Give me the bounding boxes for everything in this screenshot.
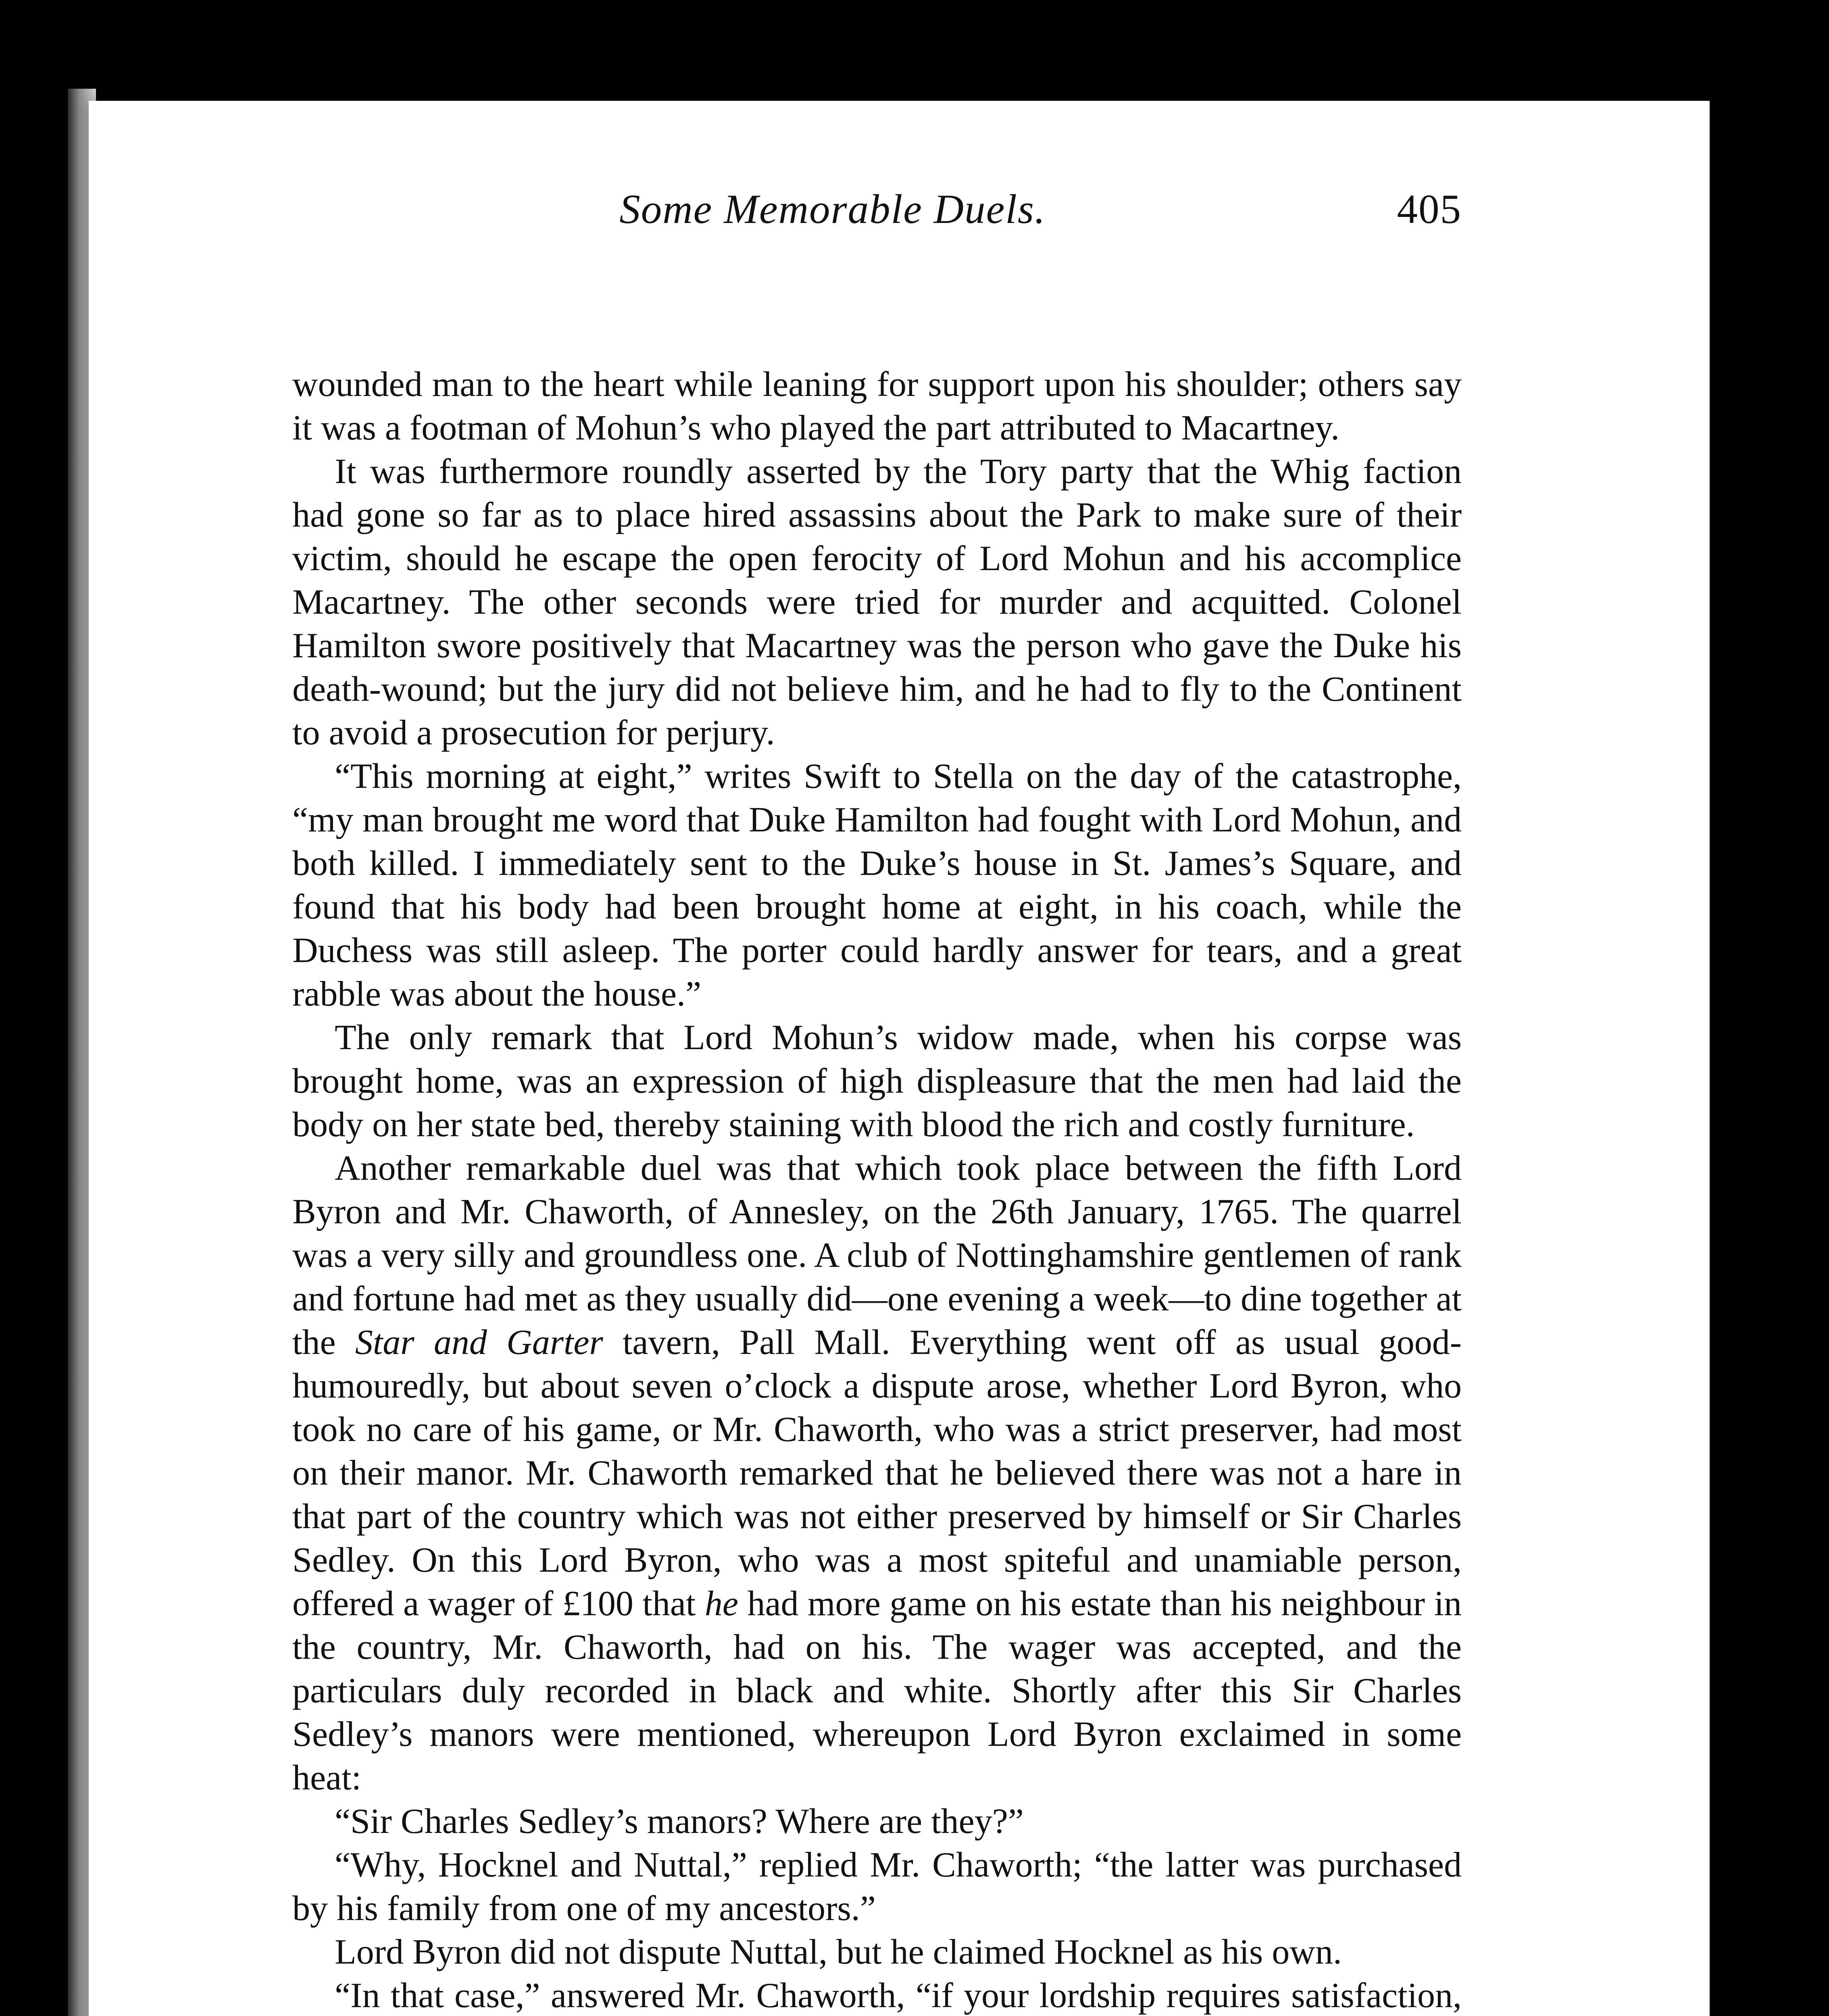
paragraph: The only remark that Lord Mohun’s widow made, when his corpse was brought home, was an expression of high displeasure that the men had laid the body on her state bed, thereby staining with blood the rich and costly furniture. xyxy=(292,1018,1462,1144)
paragraph: Lord Byron did not dispute Nuttal, but he claimed Hocknel as his own. xyxy=(335,1933,1342,1972)
paragraph xyxy=(292,1147,1462,1800)
paragraph: wounded man to the heart while leaning for support upon his shoulder; others say it was a footman of Mohun’s who played the part attributed to Macartney. xyxy=(292,365,1462,448)
running-title: Some Memorable Duels. xyxy=(619,186,1046,232)
italic-tavern-name: Star and Garter xyxy=(355,1323,603,1362)
page-header xyxy=(204,185,1462,250)
italic-emphasis: he xyxy=(704,1584,738,1623)
text-run: Another remarkable duel was that which took place between the fifth Lord Byron and Mr. Chaworth, of Annesley, on the 26th January, 1765. The quarrel was a very silly and groundless one. A club of Nottinghamshire gentlemen of rank and fortune had met as they usually did—one evening a week—to dine together at the xyxy=(292,1149,1462,1362)
paragraph: It was furthermore roundly asserted by the Tory party that the Whig faction had gone so far as to place hired assassins about the Park to make sure of their victim, should he escape the open ferocity of Lord Mohun and his accomplice Macartney. The other seconds were tried for murder and acquitted. Colonel Hamilton swore positively that Macartney was the person who gave the Duke his death-wound; but the jury did not believe him, and he had to fly to the Continent to avoid a prosecution for perjury. xyxy=(292,452,1462,752)
page-number: 405 xyxy=(1397,186,1462,232)
text-run: tavern, Pall Mall. Everything went off as usual good-humouredly, but about seven o’clock a dispute arose, whether Lord Byron, who took no care of his game, or Mr. Chaworth, who was a strict preserver, had most on their manor. Mr. Chaworth remarked that he believed there was not a hare in that part of the country which was not either preserved by himself or Sir Charles Sedley. On this Lord Byron, who was a most spiteful and unamiable person, offered a wager of £100 that xyxy=(292,1323,1462,1623)
text-run: had more game on his estate than his neighbour in the country, Mr. Chaworth, had on his. The wager was accepted, and the particulars duly recorded in black and white. Shortly after this Sir Charles Sedley’s manors were mentioned, whereupon Lord Byron exclaimed in some heat: xyxy=(292,1584,1462,1797)
paragraph: “Why, Hocknel and Nuttal,” replied Mr. Chaworth; “the latter was purchased by his family from one of my ancestors.” xyxy=(292,1845,1462,1928)
paragraph: “Sir Charles Sedley’s manors? Where are they?” xyxy=(335,1802,1024,1841)
paragraph: “In that case,” answered Mr. Chaworth, “if your lordship requires satisfaction, xyxy=(335,1976,1462,2015)
body-text xyxy=(292,363,1462,2016)
paragraph: “This morning at eight,” writes Swift to Stella on the day of the catastrophe, “my man brought me word that Duke Hamilton had fought with Lord Mohun, and both killed. I immediately sent to the Duke’s house in St. James’s Square, and found that his body had been brought home at eight, in his coach, while the Duchess was still asleep. The porter could hardly answer for tears, and a great rabble was about the house.” xyxy=(292,757,1462,1014)
